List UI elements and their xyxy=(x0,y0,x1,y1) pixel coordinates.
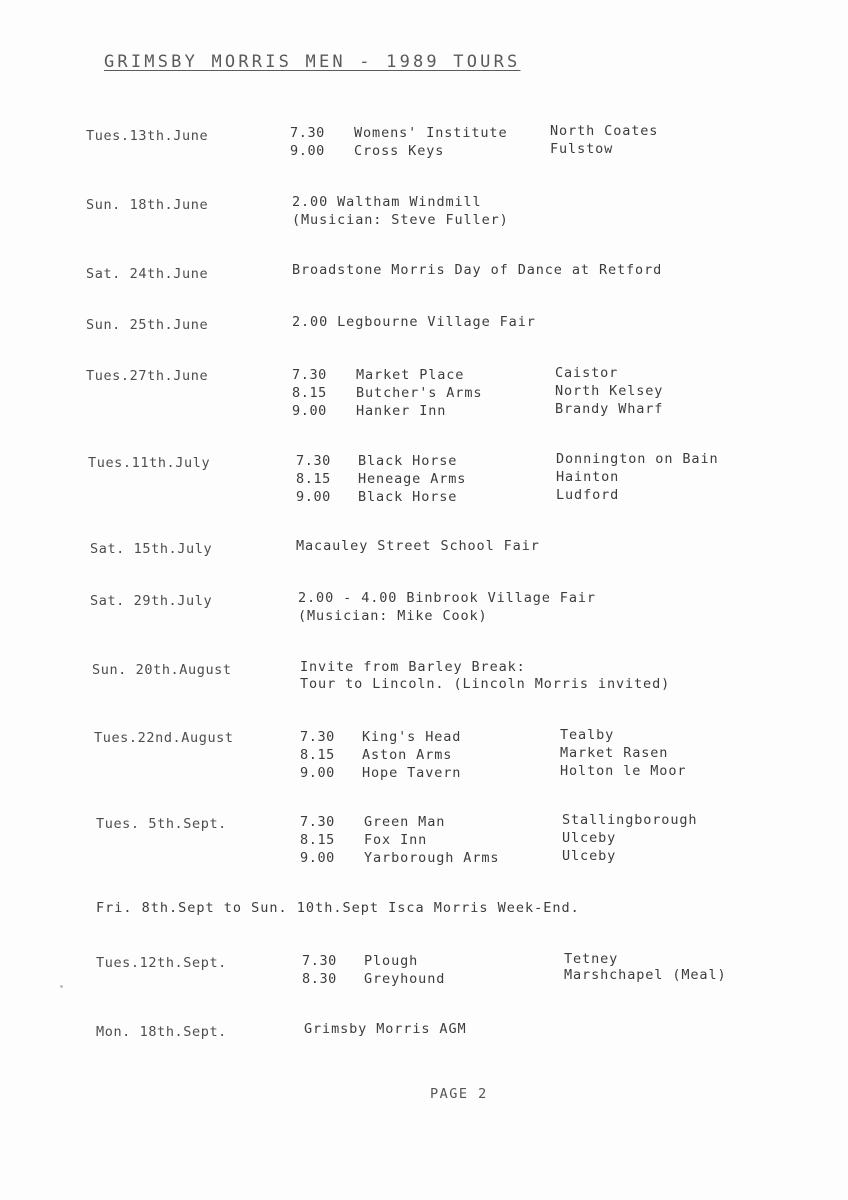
stop-time: 7.30 xyxy=(300,729,335,745)
stop-time: 8.15 xyxy=(300,747,335,763)
stop-place: North Coates xyxy=(550,123,659,139)
stop-place: Ulceby xyxy=(562,848,617,864)
stop-place: Market Rasen xyxy=(560,745,669,761)
stop-venue: Black Horse xyxy=(358,453,458,469)
tour-date: Tues.22nd.August xyxy=(94,730,234,746)
tour-detail-line: 2.00 - 4.00 Binbrook Village Fair xyxy=(298,590,596,606)
tour-detail-line: Fri. 8th.Sept to Sun. 10th.Sept Isca Morris Week-End. xyxy=(96,900,580,916)
stop-place: Tetney xyxy=(564,951,619,967)
tour-date: Sat. 29th.July xyxy=(90,593,213,609)
stop-time: 9.00 xyxy=(300,765,335,781)
stop-time: 7.30 xyxy=(290,125,325,141)
stop-venue: Hanker Inn xyxy=(356,403,447,419)
stop-venue: King's Head xyxy=(362,729,462,745)
tour-detail-line: Macauley Street School Fair xyxy=(296,538,540,554)
stop-place: Donnington on Bain xyxy=(556,451,719,467)
stop-time: 7.30 xyxy=(302,953,337,969)
stop-venue: Fox Inn xyxy=(364,832,428,848)
page-title: GRIMSBY MORRIS MEN - 1989 TOURS xyxy=(104,52,521,72)
stop-place: Holton le Moor xyxy=(560,763,687,779)
stop-place: Brandy Wharf xyxy=(555,401,664,417)
page-number: PAGE 2 xyxy=(430,1086,488,1102)
tour-detail-line: Tour to Lincoln. (Lincoln Morris invited) xyxy=(300,676,671,692)
stop-venue: Plough xyxy=(364,953,419,969)
stop-venue: Womens' Institute xyxy=(354,125,508,141)
stop-venue: Green Man xyxy=(364,814,446,830)
stop-time: 8.15 xyxy=(292,385,327,401)
tour-date: Tues.11th.July xyxy=(88,455,211,471)
tour-detail-line: 2.00 Legbourne Village Fair xyxy=(292,314,536,330)
tour-detail-line: Broadstone Morris Day of Dance at Retford xyxy=(292,262,663,278)
stop-time: 8.30 xyxy=(302,971,337,987)
tour-date: Sun. 18th.June xyxy=(86,197,209,213)
stop-venue: Heneage Arms xyxy=(358,471,467,487)
stop-venue: Yarborough Arms xyxy=(364,850,500,866)
stop-place: Tealby xyxy=(560,727,615,743)
stop-time: 9.00 xyxy=(300,850,335,866)
tour-detail-line: Invite from Barley Break: xyxy=(300,659,526,675)
tour-date: Tues. 5th.Sept. xyxy=(96,816,227,832)
stop-time: 7.30 xyxy=(300,814,335,830)
stop-venue: Cross Keys xyxy=(354,143,445,159)
tour-detail-line: (Musician: Mike Cook) xyxy=(298,608,488,624)
stop-place: Ulceby xyxy=(562,830,617,846)
stop-time: 9.00 xyxy=(292,403,327,419)
stop-time: 8.15 xyxy=(296,471,331,487)
stop-time: 9.00 xyxy=(290,143,325,159)
tour-date: Sun. 20th.August xyxy=(92,662,232,678)
stop-time: 8.15 xyxy=(300,832,335,848)
tour-date: Mon. 18th.Sept. xyxy=(96,1024,227,1040)
stop-venue: Market Place xyxy=(356,367,465,383)
stop-venue: Hope Tavern xyxy=(362,765,462,781)
stop-place: Caistor xyxy=(555,365,619,381)
tour-date: Sat. 15th.July xyxy=(90,541,213,557)
stop-time: 7.30 xyxy=(292,367,327,383)
stop-venue: Butcher's Arms xyxy=(356,385,483,401)
stop-place: Marshchapel (Meal) xyxy=(564,967,727,983)
stop-place: Ludford xyxy=(556,487,620,503)
stop-place: Fulstow xyxy=(550,141,614,157)
tour-date: Sat. 24th.June xyxy=(86,266,209,282)
tour-detail-line: Grimsby Morris AGM xyxy=(304,1021,467,1037)
stop-place: Stallingborough xyxy=(562,812,698,828)
tour-date: Sun. 25th.June xyxy=(86,317,209,333)
stop-place: Hainton xyxy=(556,469,620,485)
stop-venue: Aston Arms xyxy=(362,747,453,763)
tour-date: Tues.12th.Sept. xyxy=(96,955,227,971)
tour-detail-line: 2.00 Waltham Windmill xyxy=(292,194,482,210)
stop-venue: Greyhound xyxy=(364,971,446,987)
stop-time: 7.30 xyxy=(296,453,331,469)
tour-detail-line: (Musician: Steve Fuller) xyxy=(292,212,509,228)
stop-place: North Kelsey xyxy=(555,383,664,399)
stop-time: 9.00 xyxy=(296,489,331,505)
stop-venue: Black Horse xyxy=(358,489,458,505)
tour-date: Tues.13th.June xyxy=(86,128,209,144)
tour-date: Tues.27th.June xyxy=(86,368,209,384)
scan-speck xyxy=(60,985,63,988)
